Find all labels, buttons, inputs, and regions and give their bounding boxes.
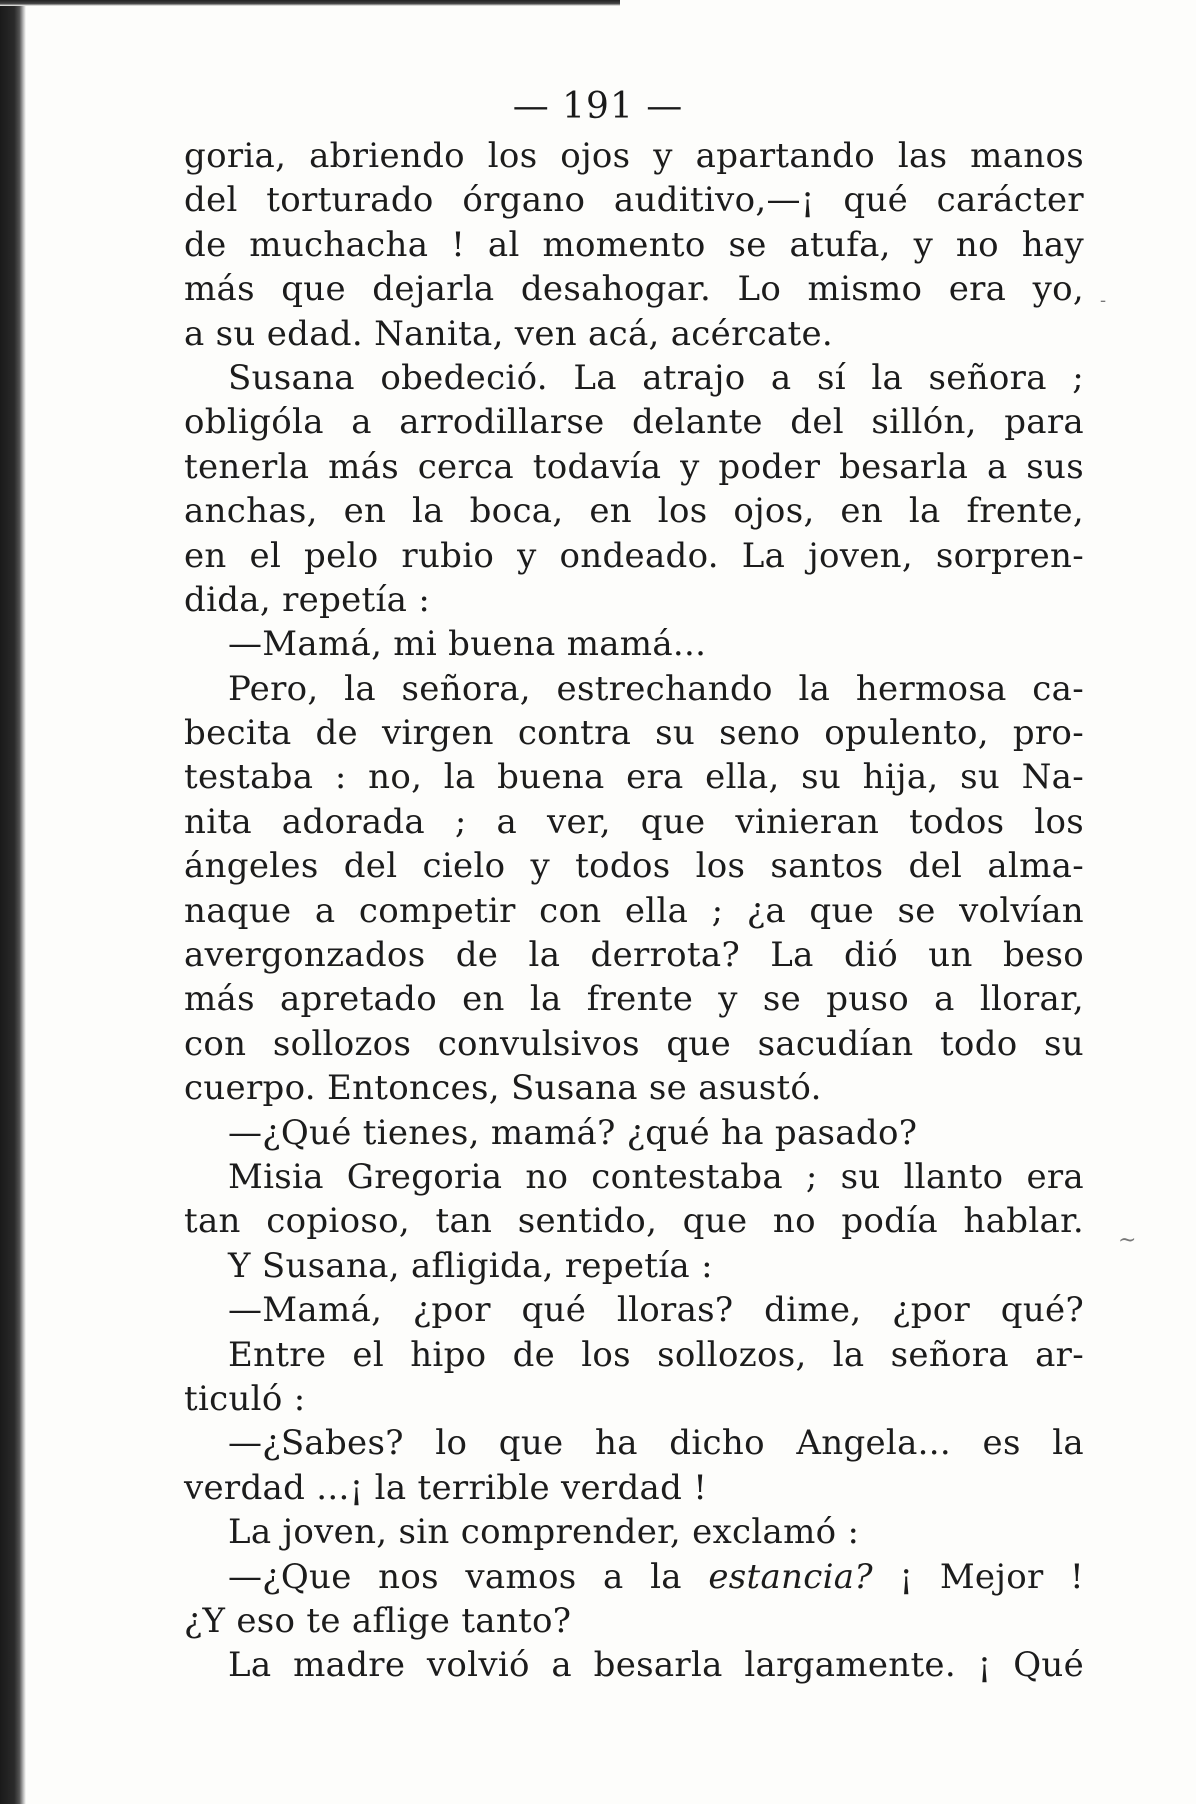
text-line: becita de virgen contra su seno opulento, pro- [184, 713, 1084, 754]
text-line: a su edad. Nanita, ven acá, acércate. [184, 313, 834, 354]
page-number: — 191 — [512, 86, 684, 127]
text-line: nita adorada ; a ver, que vinieran todos los [184, 801, 1084, 842]
scan-speck: - [1100, 290, 1107, 311]
text-line: tan copioso, tan sentido, que no podía hablar. [184, 1201, 1084, 1242]
binding-edge [0, 0, 26, 1804]
text-line: dida, repetía : [184, 579, 431, 620]
text-line: ángeles del cielo y todos los santos del alma- [184, 846, 1084, 887]
text-line: —¿Sabes? lo que ha dicho Angela... es la [228, 1423, 1084, 1464]
text-line: testaba : no, la buena era ella, su hija, su Na- [184, 757, 1084, 798]
text-line: del torturado órgano auditivo,—¡ qué carácter [184, 180, 1084, 221]
text-line: Entre el hipo de los sollozos, la señora ar- [228, 1334, 1084, 1375]
text-line: tenerla más cerca todavía y poder besarla a sus [184, 446, 1084, 487]
text-line: Pero, la señora, estrechando la hermosa ca- [228, 668, 1084, 709]
text-line: con sollozos convulsivos que sacudían todo su [184, 1023, 1084, 1064]
text-line: en el pelo rubio y ondeado. La joven, sorpren- [184, 535, 1084, 576]
text-line: Susana obedeció. La atrajo a sí la señora ; [228, 357, 1084, 398]
text-line: cuerpo. Entonces, Susana se asustó. [184, 1068, 822, 1109]
text-line: La madre volvió a besarla largamente. ¡ Qué [228, 1645, 1084, 1686]
text-line: goria, abriendo los ojos y apartando las manos [184, 136, 1084, 176]
text-line: avergonzados de la derrota? La dió un beso [184, 935, 1084, 976]
scan-speck: ~ [1118, 1228, 1137, 1253]
text-line: anchas, en la boca, en los ojos, en la frente, [184, 491, 1084, 532]
text-line: Y Susana, afligida, repetía : [228, 1245, 713, 1286]
text-line: ¿Y eso te aflige tanto? [184, 1600, 572, 1641]
text-line: —Mamá, mi buena mamá... [228, 624, 707, 665]
text-line: de muchacha ! al momento se atufa, y no hay [184, 224, 1084, 265]
text-line: —¿Qué tienes, mamá? ¿qué ha pasado? [228, 1112, 918, 1153]
text-line: —¿Que nos vamos a la estancia? ¡ Mejor ! [228, 1556, 1084, 1597]
text-line: Misia Gregoria no contestaba ; su llanto era [228, 1156, 1084, 1197]
body-text [184, 134, 1084, 1688]
text-line: verdad ...¡ la terrible verdad ! [184, 1467, 708, 1508]
text-line: más apretado en la frente y se puso a llorar, [184, 979, 1084, 1020]
text-line: más que dejarla desahogar. Lo mismo era yo, [184, 269, 1084, 310]
text-line: obligóla a arrodillarse delante del sillón, para [184, 402, 1084, 443]
top-rule [0, 0, 620, 6]
text-line: naque a competir con ella ; ¿a que se volvían [184, 890, 1084, 931]
text-line: La joven, sin comprender, exclamó : [228, 1512, 860, 1553]
italic-word: estancia? [708, 1556, 873, 1597]
text-line: ticuló : [184, 1378, 306, 1419]
text-line: —Mamá, ¿por qué lloras? dime, ¿por qué? [228, 1290, 1084, 1331]
